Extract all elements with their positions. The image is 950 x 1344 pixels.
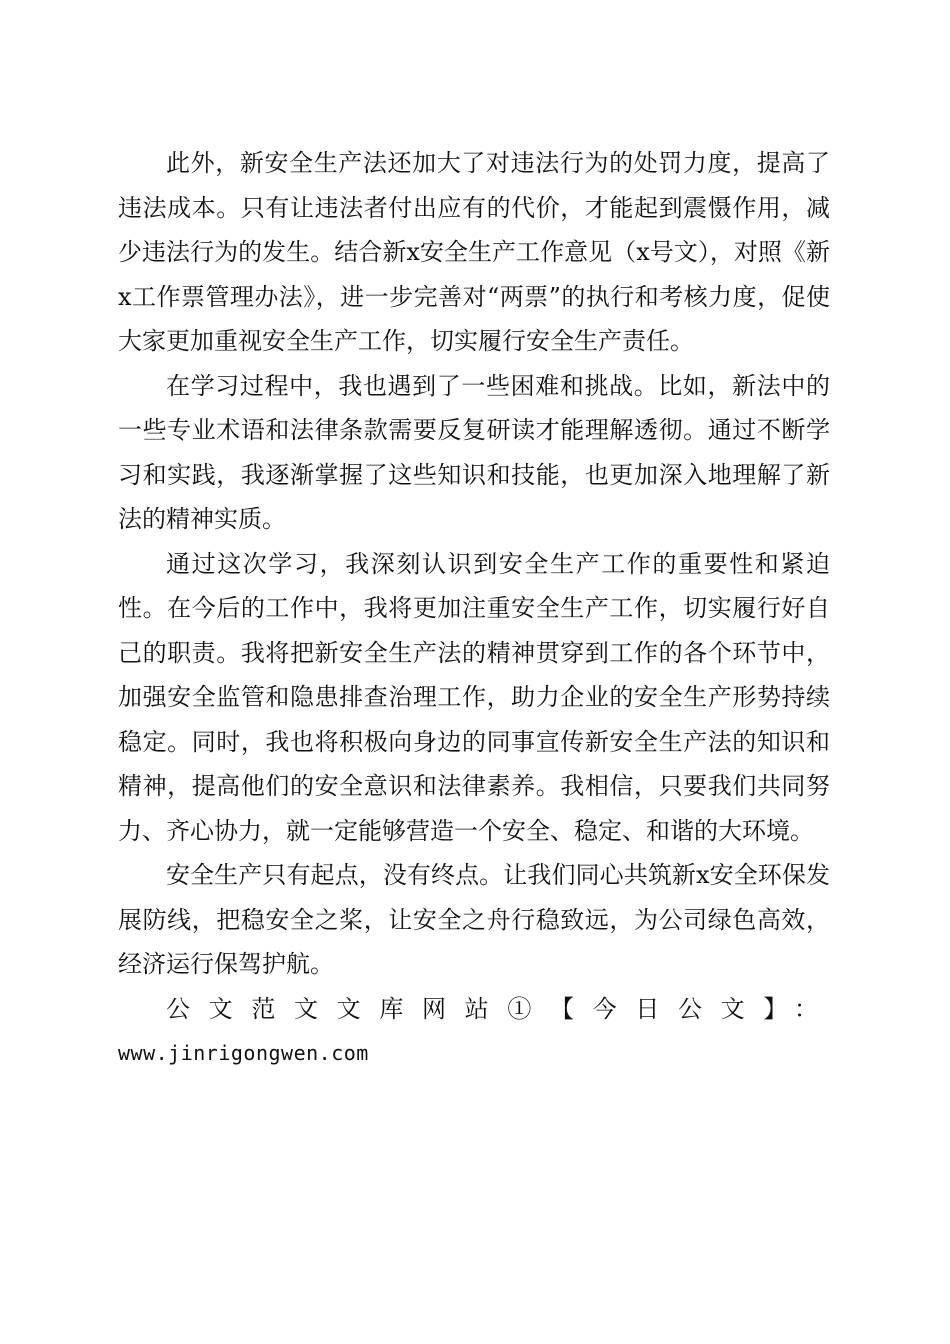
footer-url: www.jinrigongwen.com — [118, 1041, 369, 1065]
paragraph-understanding: 通过这次学习，我深刻认识到安全生产工作的重要性和紧迫性。在今后的工作中，我将更加注重安全生产工作，切实履行好自己的职责。我将把新安全生产法的精神贯穿到工作的各个环节中，加强安全监管和隐患排查治理工作，助力企业的安全生产形势持续稳定。同时，我也将积极向身边的同事宣传新安全生产法的知识和精神，提高他们的安全意识和法律素养。我相信，只要我们共同努力、齐心协力，就一定能够营造一个安全、稳定、和谐的大环境。 — [118, 549, 830, 845]
paragraph-learning-challenges: 在学习过程中，我也遇到了一些困难和挑战。比如，新法中的一些专业术语和法律条款需要反复研读才能理解透彻。通过不断学习和实践，我逐渐掌握了这些知识和技能，也更加深入地理解了新法的精神实质。 — [118, 371, 830, 533]
paragraph-conclusion: 安全生产只有起点，没有终点。让我们同心共筑新x安全环保发展防线，把稳安全之桨，让安全之舟行稳致远，为公司绿色高效，经济运行保驾护航。 — [118, 861, 830, 978]
footer-site-label: 公文范文文库网站①【今日公文】： — [166, 994, 830, 1023]
document-page — [118, 141, 830, 1076]
paragraph-penalties: 此外，新安全生产法还加大了对违法行为的处罚力度，提高了违法成本。只有让违法者付出应有的代价，才能起到震慑作用，减少违法行为的发生。结合新x安全生产工作意见（x号文），对照《新x工作票管理办法》，进一步完善对“两票”的执行和考核力度，促使大家更加重视安全生产工作，切实履行安全生产责任。 — [118, 149, 830, 355]
